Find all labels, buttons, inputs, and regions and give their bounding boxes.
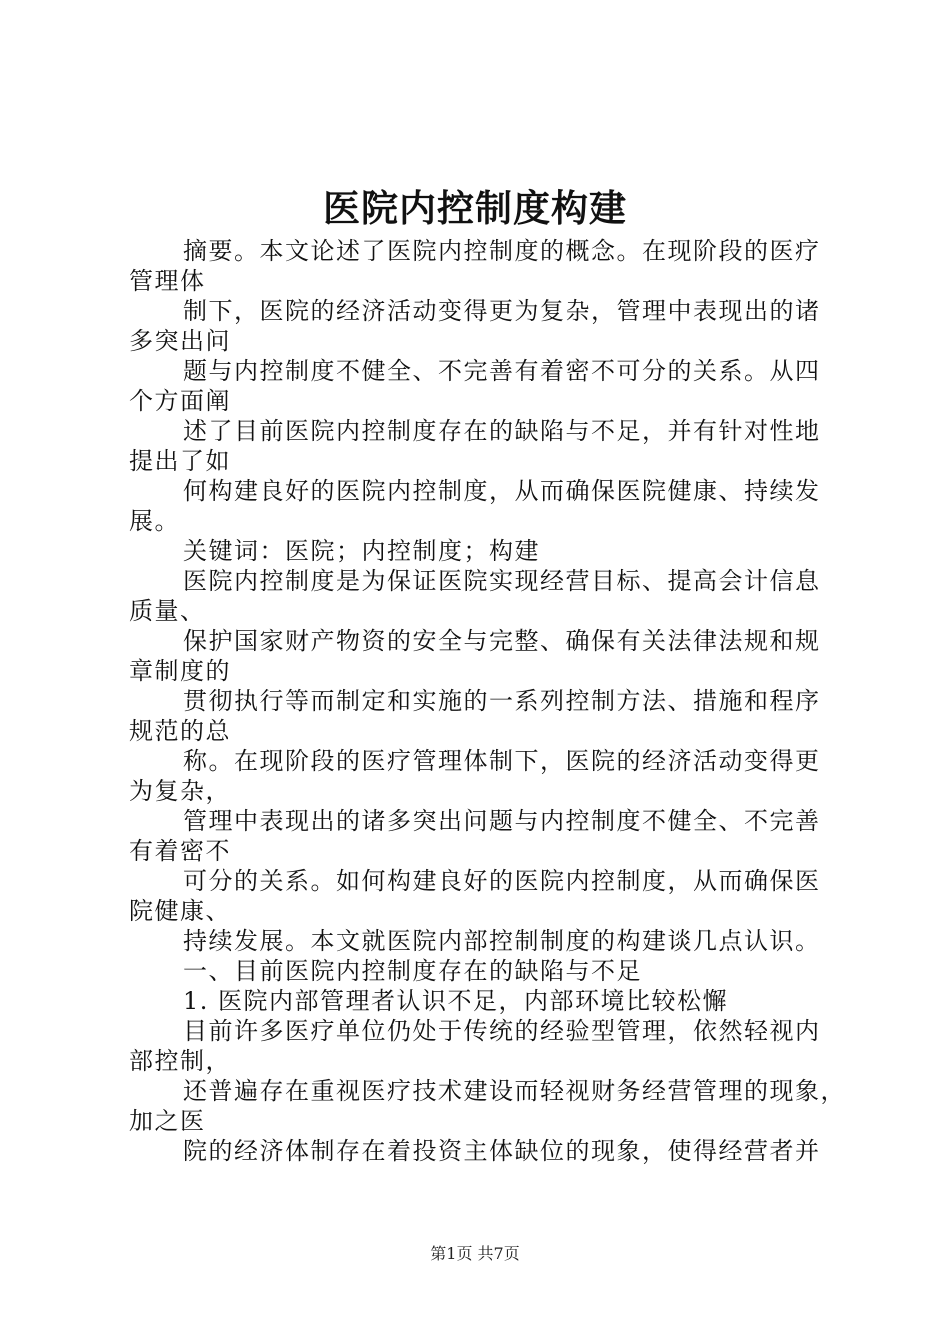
document-body bbox=[129, 236, 846, 1166]
body-line: 展。 bbox=[129, 507, 180, 535]
body-line: 医院内控制度是为保证医院实现经营目标、提高会计信息 bbox=[183, 567, 821, 595]
body-line: 规范的总 bbox=[129, 717, 231, 745]
body-line: 何构建良好的医院内控制度，从而确保医院健康、持续发 bbox=[183, 477, 821, 505]
body-line: 个方面阐 bbox=[129, 387, 231, 415]
document-title: 医院内控制度构建 bbox=[323, 186, 627, 230]
body-line: 题与内控制度不健全、不完善有着密不可分的关系。从四 bbox=[183, 357, 821, 385]
subsection-heading: 1. 医院内部管理者认识不足，内部环境比较松懈 bbox=[183, 987, 729, 1015]
body-line: 制下，医院的经济活动变得更为复杂，管理中表现出的诸 bbox=[183, 297, 821, 325]
body-line: 称。在现阶段的医疗管理体制下，医院的经济活动变得更 bbox=[183, 747, 821, 775]
body-line: 部控制， bbox=[129, 1047, 231, 1075]
body-line: 保护国家财产物资的安全与完整、确保有关法律法规和规 bbox=[183, 627, 821, 655]
keywords-line: 关键词：医院；内控制度；构建 bbox=[183, 537, 540, 565]
body-line: 述了目前医院内控制度存在的缺陷与不足，并有针对性地 bbox=[183, 417, 821, 445]
body-line: 管理中表现出的诸多突出问题与内控制度不健全、不完善 bbox=[183, 807, 821, 835]
body-line: 章制度的 bbox=[129, 657, 231, 685]
body-line: 有着密不 bbox=[129, 837, 231, 865]
body-line: 管理体 bbox=[129, 267, 206, 295]
body-line: 质量、 bbox=[129, 597, 206, 625]
body-line: 加之医 bbox=[129, 1107, 206, 1135]
body-line: 为复杂， bbox=[129, 777, 231, 805]
page-footer: 第1页 共7页 bbox=[430, 1244, 520, 1263]
body-line: 贯彻执行等而制定和实施的一系列控制方法、措施和程序 bbox=[183, 687, 821, 715]
section-heading: 一、目前医院内控制度存在的缺陷与不足 bbox=[183, 957, 642, 985]
body-line: 多突出问 bbox=[129, 327, 231, 355]
body-line: 可分的关系。如何构建良好的医院内控制度，从而确保医 bbox=[183, 867, 821, 895]
body-line: 还普遍存在重视医疗技术建设而轻视财务经营管理的现象， bbox=[183, 1077, 846, 1105]
body-line: 提出了如 bbox=[129, 447, 231, 475]
body-line: 院健康、 bbox=[129, 897, 231, 925]
body-line: 目前许多医疗单位仍处于传统的经验型管理，依然轻视内 bbox=[183, 1017, 821, 1045]
body-line: 院的经济体制存在着投资主体缺位的现象，使得经营者并 bbox=[183, 1137, 821, 1165]
body-line: 摘要。本文论述了医院内控制度的概念。在现阶段的医疗 bbox=[183, 237, 821, 265]
body-line: 持续发展。本文就医院内部控制制度的构建谈几点认识。 bbox=[183, 927, 821, 955]
